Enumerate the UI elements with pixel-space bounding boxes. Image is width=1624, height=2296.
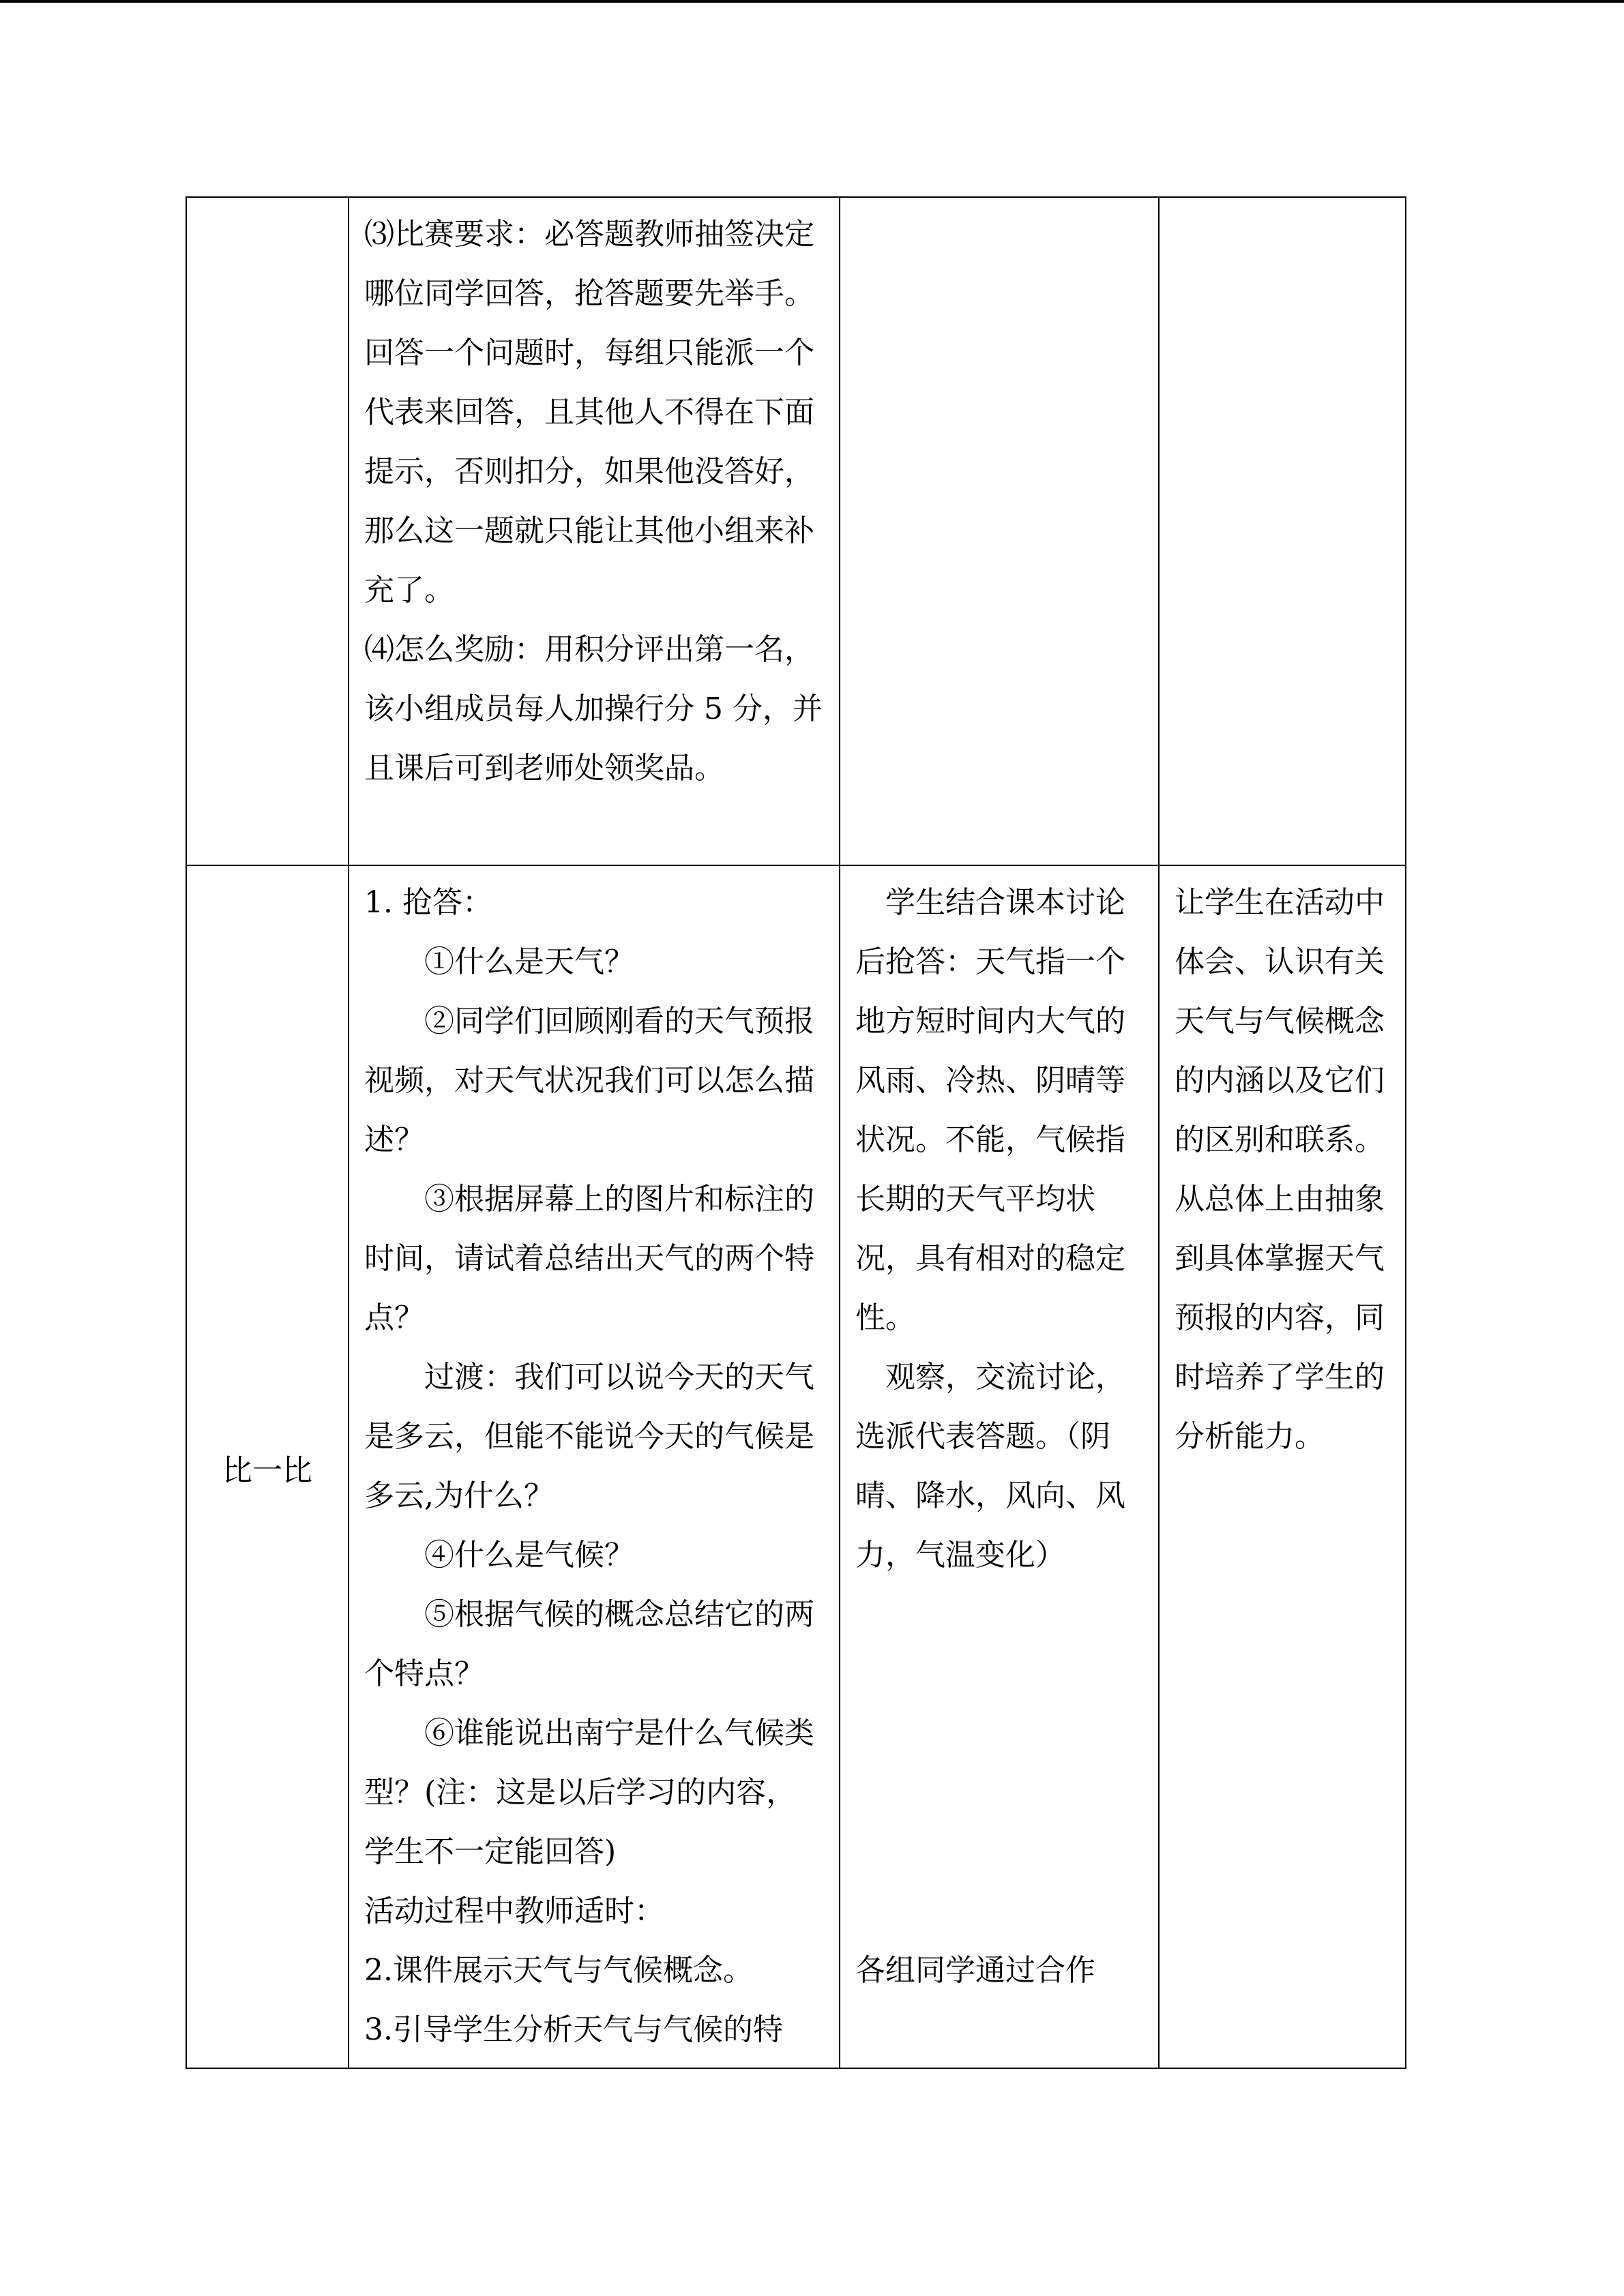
student-activity-cell — [840, 865, 1159, 2068]
lesson-plan-table — [186, 196, 1406, 2069]
question-6: ⑥谁能说出南宁是什么气候类型？(注：这是以后学习的内容，学生不一定能回答) — [364, 1716, 814, 1869]
activity-note: 活动过程中教师适时： — [364, 1894, 664, 1928]
student-answer-text: 学生结合课本讨论后抢答：天气指一个地方短时间内大气的风雨、冷热、阴晴等状况。不能，气候指长期的天气平均状况，具有相对的稳定性。 — [855, 885, 1125, 1335]
question-2: ②同学们回顾刚看的天气预报视频，对天气状况我们可以怎么描述？ — [364, 1004, 814, 1157]
question-4: ④什么是气候？ — [424, 1538, 634, 1572]
teacher-activity-cell — [349, 865, 840, 2068]
student-activity-cell — [840, 197, 1159, 865]
stage-cell — [186, 197, 349, 865]
question-5: ⑤根据气候的概念总结它的两个特点？ — [364, 1597, 814, 1691]
reward-text: ⑷怎么奖励：用积分评出第一名，该小组成员每人加操行分 5 分，并且课后可到老师处领奖品。 — [364, 632, 823, 786]
student-cooperation-text: 各组同学通过合作 — [855, 1953, 1095, 1988]
student-discussion-text: 观察，交流讨论，选派代表答题。（阴晴、降水，风向、风力，气温变化） — [855, 1360, 1125, 1572]
item-3: 3.引导学生分析天气与气候的特 — [364, 2012, 783, 2047]
table-row — [186, 197, 1406, 865]
transition-text: 过渡：我们可以说今天的天气是多云，但能不能说今天的气候是多云,为什么？ — [364, 1360, 814, 1513]
design-intent-cell: 让学生在活动中体会、认识有关天气与气候概念的内涵以及它们的区别和联系。从总体上由抽象到具体掌握天气预报的内容，同时培养了学生的分析能力。 — [1159, 865, 1406, 2068]
stage-cell: 比一比 — [186, 865, 349, 2068]
design-intent-cell — [1159, 197, 1406, 865]
quick-answer-heading: 1. 抢答： — [364, 885, 492, 920]
table-row — [186, 865, 1406, 2068]
page-top-border — [0, 0, 1624, 3]
question-3: ③根据屏幕上的图片和标注的时间，请试着总结出天气的两个特点？ — [364, 1182, 814, 1335]
teacher-activity-cell — [349, 197, 840, 865]
question-1: ①什么是天气？ — [424, 944, 634, 979]
item-2: 2.课件展示天气与气候概念。 — [364, 1953, 753, 1988]
competition-rules-text: ⑶比赛要求：必答题教师抽签决定哪位同学回答，抢答题要先举手。回答一个问题时，每组只能派一个代表来回答，且其他人不得在下面提示，否则扣分，如果他没答好，那么这一题就只能让其他小组来补充了。 — [364, 217, 814, 608]
